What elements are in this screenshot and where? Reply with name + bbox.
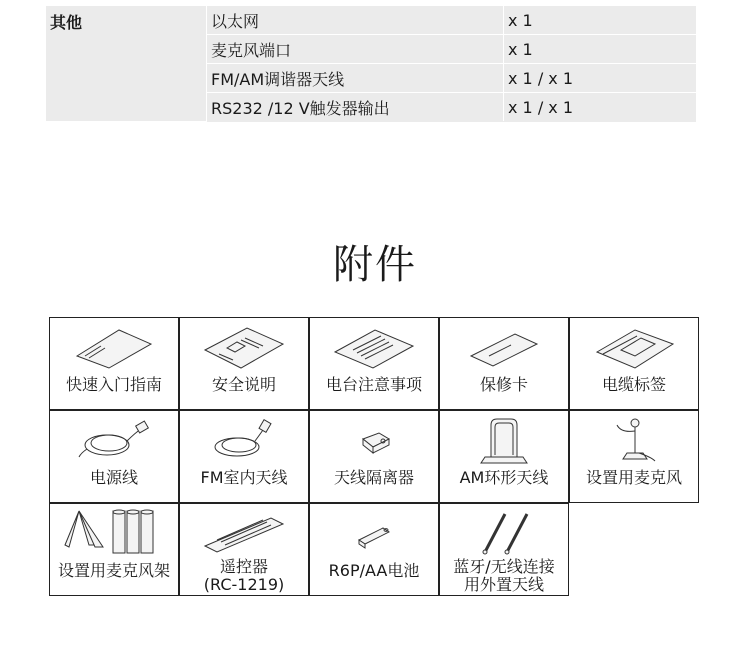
accessory-label: 安全说明 [211, 375, 276, 394]
accessory-microphone-stand [49, 503, 179, 596]
microphone-stand-icon [59, 507, 169, 559]
accessory-cable-labels [569, 317, 699, 410]
accessory-label-model: (RC-1219) [203, 575, 285, 594]
accessory-label: 快速入门指南 [65, 375, 162, 394]
accessory-label: 设置用麦克风 [585, 468, 682, 487]
accessory-label-line2: 用外置天线 [463, 575, 544, 594]
accessory-quick-start-guide [49, 317, 179, 410]
external-antenna-icon [461, 510, 547, 558]
accessory-label: 电缆标签 [601, 375, 666, 394]
item-cell: 以太网 [207, 6, 504, 35]
accessory-power-cord [49, 410, 179, 503]
category-cell: 其他 [46, 6, 207, 121]
accessory-battery [309, 503, 439, 596]
accessory-fm-antenna [179, 410, 309, 503]
accessory-radio-notes [309, 317, 439, 410]
accessory-label: 设置用麦克风架 [57, 561, 170, 580]
qty-cell: x 1 / x 1 [504, 64, 697, 93]
cable-labels-icon [591, 326, 677, 370]
accessory-label: 电源线 [89, 468, 138, 487]
radio-notes-icon [331, 326, 417, 370]
accessory-label: 蓝牙/无线连接 [453, 557, 555, 576]
item-cell: 麦克风端口 [207, 35, 504, 64]
accessory-external-antenna [439, 503, 569, 596]
power-cord-icon [71, 419, 157, 463]
accessories-title: 附件 [333, 242, 417, 288]
antenna-isolator-icon [331, 419, 417, 463]
accessory-am-loop-antenna [439, 410, 569, 503]
item-cell: FM/AM调谐器天线 [207, 64, 504, 93]
battery-icon [331, 512, 417, 556]
accessory-warranty-card [439, 317, 569, 410]
accessory-label: 天线隔离器 [333, 468, 414, 487]
qty-cell: x 1 [504, 35, 697, 64]
accessories-grid [49, 317, 702, 597]
accessory-label: 保修卡 [479, 375, 528, 394]
accessory-safety-instructions [179, 317, 309, 410]
remote-control-icon [201, 512, 287, 556]
accessory-remote-control [179, 503, 309, 596]
fm-antenna-icon [201, 419, 287, 463]
item-cell: RS232 /12 V触发器输出 [207, 93, 504, 122]
safety-instructions-icon [201, 326, 287, 370]
table-row [46, 6, 696, 35]
accessory-label: FM室内天线 [200, 468, 288, 487]
quick-start-guide-icon [71, 326, 157, 370]
am-loop-antenna-icon [461, 417, 547, 465]
qty-cell: x 1 [504, 6, 697, 35]
accessory-label: 电台注意事项 [325, 375, 422, 394]
accessory-setup-microphone [569, 410, 699, 503]
accessory-antenna-isolator [309, 410, 439, 503]
accessory-label: AM环形天线 [459, 468, 549, 487]
accessory-label: 遥控器 [219, 557, 268, 576]
setup-microphone-icon [591, 417, 677, 465]
warranty-card-icon [461, 326, 547, 370]
qty-cell: x 1 / x 1 [504, 93, 697, 122]
accessory-label: R6P/AA电池 [328, 561, 420, 580]
spec-table [46, 6, 696, 122]
